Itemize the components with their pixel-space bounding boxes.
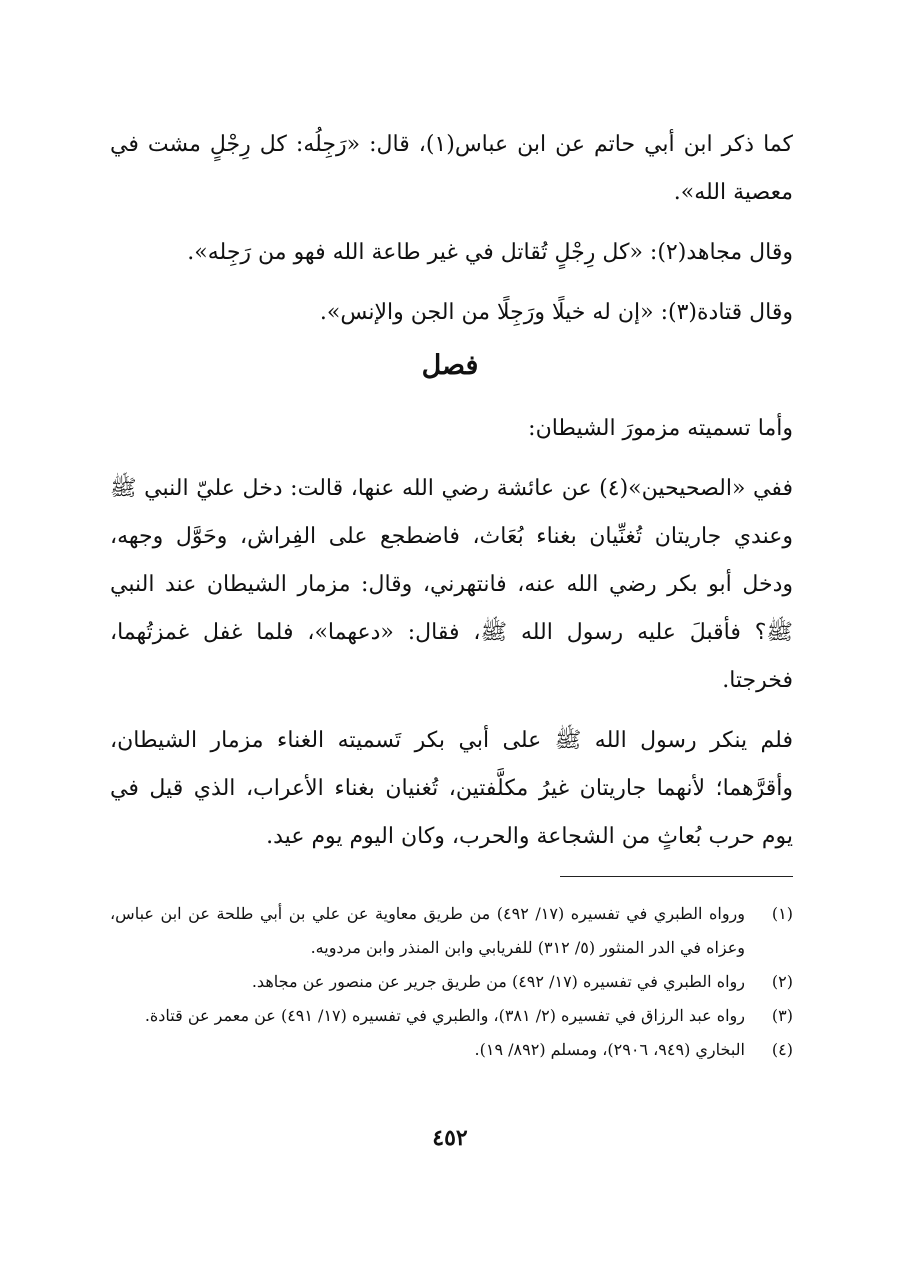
footnote-number: (٣) bbox=[771, 1006, 793, 1025]
page-number: ٤٥٢ bbox=[432, 1125, 468, 1151]
paragraph-mujahid: وقال مجاهد(٢): «كل رِجْلٍ تُقاتل في غير طاعة الله فهو من رَجِله». bbox=[187, 240, 793, 265]
footnote-1 bbox=[110, 897, 793, 965]
paragraph-ibn-abbas: كما ذكر ابن أبي حاتم عن ابن عباس(١)، قال: «رَجِلُه: كل رِجْلٍ مشت في معصية الله». bbox=[110, 132, 793, 205]
section-block bbox=[110, 405, 793, 861]
opening-block bbox=[110, 121, 793, 337]
paragraph-intro: وأما تسميته مزمورَ الشيطان: bbox=[528, 416, 793, 441]
footnote-4 bbox=[110, 1033, 793, 1067]
paragraph-qatadah: وقال قتادة(٣): «إن له خيلًا ورَجِلًا من الجن والإنس». bbox=[319, 300, 793, 325]
paragraph-hadith: ففي «الصحيحين»(٤) عن عائشة رضي الله عنها، قالت: دخل عليّ النبي ﷺ وعندي جاريتان تُغنِّيان بغناء بُعَاث، فاضطجع على الفِراش، وحَوَّل وجهه، ودخل أبو بكر رضي الله عنه، فانتهرني، وقال: مزمار الشيطان عند النبي ﷺ؟ فأقبلَ عليه رسول الله ﷺ، فقال: «دعهما»، فلما غفل غمزتُهما، فخرجتا. bbox=[110, 476, 793, 693]
section-heading: فصل bbox=[421, 350, 479, 381]
footnotes bbox=[110, 897, 793, 1067]
footnote-3 bbox=[110, 999, 793, 1033]
footnote-separator bbox=[560, 876, 793, 877]
footnote-2 bbox=[110, 965, 793, 999]
footnote-number: (٢) bbox=[771, 972, 793, 991]
footnote-text: رواه الطبري في تفسيره (١٧/ ٤٩٢) من طريق جرير عن منصور عن مجاهد. bbox=[251, 972, 745, 991]
footnote-number: (٤) bbox=[771, 1040, 793, 1059]
paragraph-commentary: فلم ينكر رسول الله ﷺ على أبي بكر تَسميته الغناء مزمار الشيطان، وأقرَّهما؛ لأنهما جاريتان غيرُ مكلَّفتين، تُغنيان بغناء الأعراب، الذي قيل في يوم حرب بُعاثٍ من الشجاعة والحرب، وكان اليوم يوم عيد. bbox=[110, 728, 793, 849]
footnote-text: البخاري (٩٤٩، ٢٩٠٦)، ومسلم (٨٩٢/ ١٩). bbox=[474, 1040, 745, 1059]
footnote-text: ورواه الطبري في تفسيره (١٧/ ٤٩٢) من طريق معاوية عن علي بن أبي طلحة عن ابن عباس، وعزاه في الدر المنثور (٥/ ٣١٢) للفريابي وابن المنذر وابن مردويه. bbox=[110, 904, 745, 957]
footnote-text: رواه عبد الرزاق في تفسيره (٢/ ٣٨١)، والطبري في تفسيره (١٧/ ٤٩١) عن معمر عن قتادة. bbox=[144, 1006, 745, 1025]
footnote-number: (١) bbox=[771, 904, 793, 923]
